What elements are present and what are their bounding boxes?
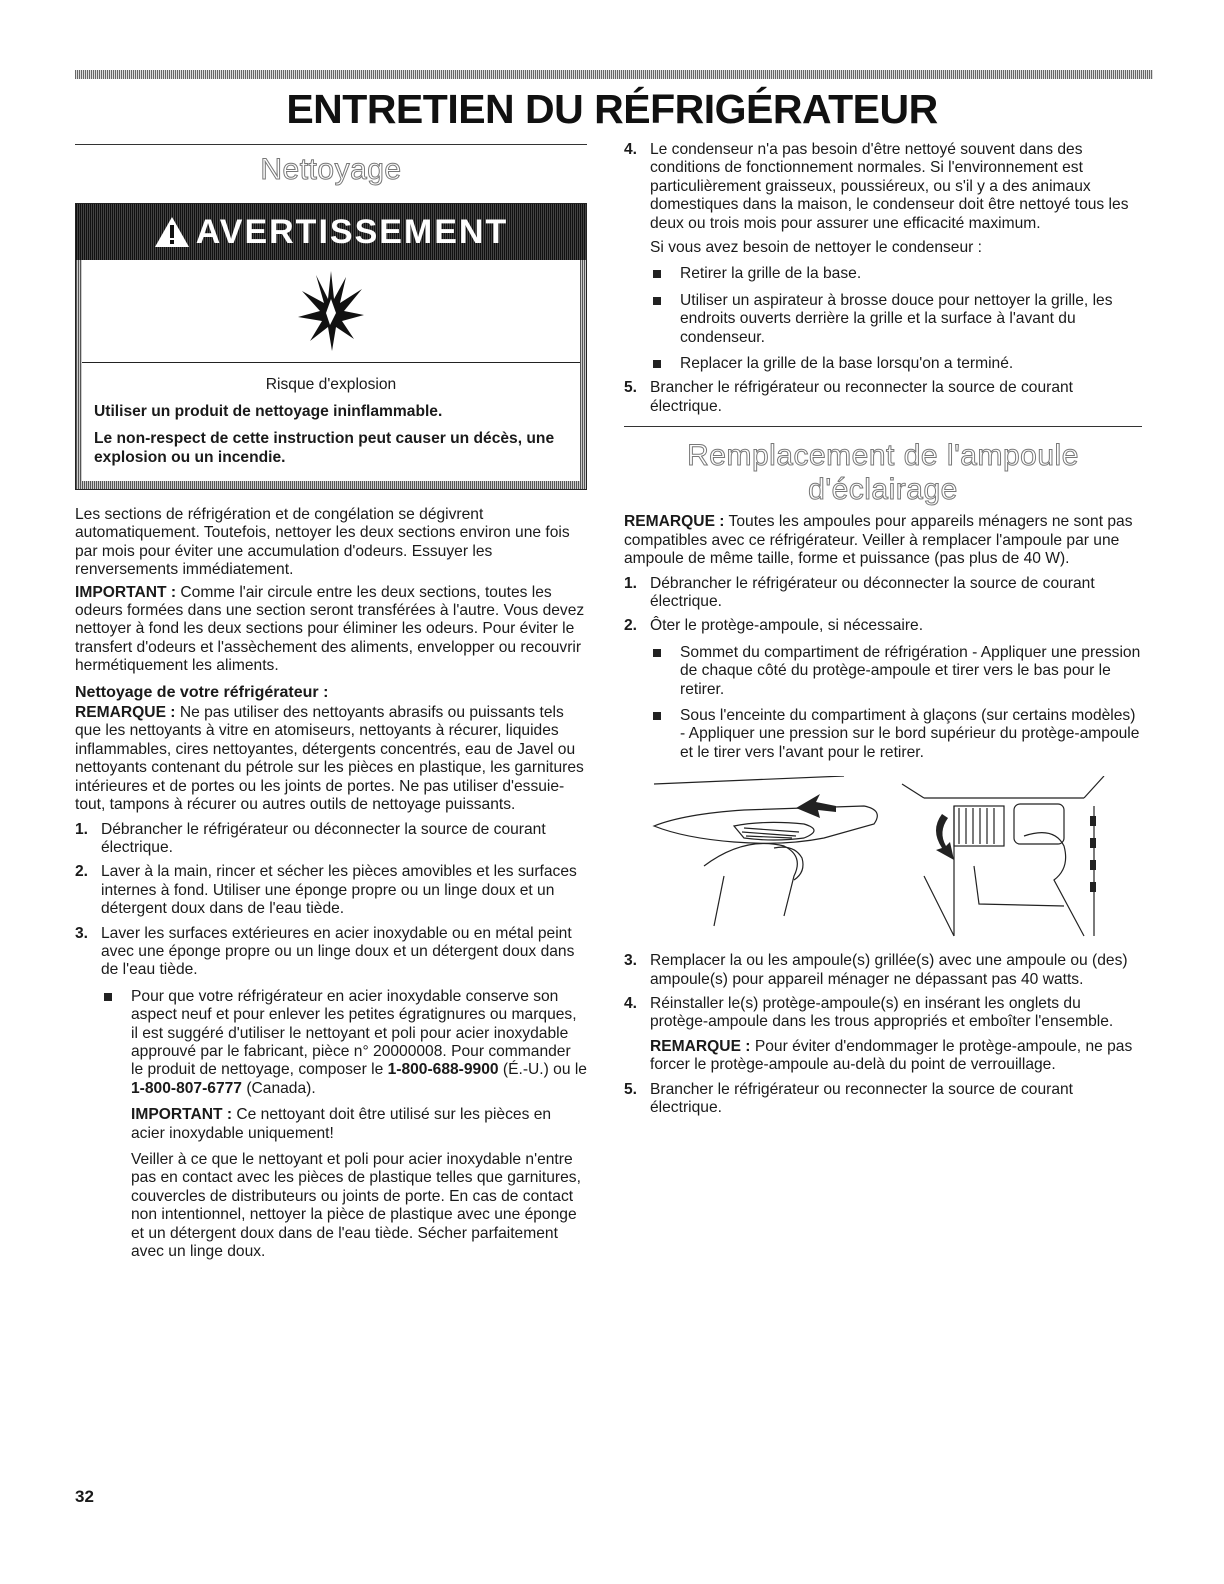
step-text: Brancher le réfrigérateur ou reconnecter la source de courant électrique. bbox=[650, 1080, 1073, 1116]
remark2-text: Pour éviter d'endommager le protège-ampoule, ne pas forcer le protège-ampoule au-delà du point de verrouillage. bbox=[650, 1037, 1133, 1074]
step-number: 4. bbox=[624, 994, 638, 1012]
list-item bbox=[75, 821, 587, 858]
bullet-text: Pour que votre réfrigérateur en acier inoxydable conserve son aspect neuf et pour enlever les petites égratignures ou marques, il est suggéré d'utiliser le nettoyant et poli pour acier inoxydable approuvé par le fabricant, pièce n° 20000008. Pour commander le produit de nettoyage, composer le bbox=[131, 987, 577, 1079]
step-number: 1. bbox=[75, 820, 89, 838]
risk-label: Risque d'explosion bbox=[265, 376, 397, 393]
important2-label: IMPORTANT : bbox=[131, 1106, 233, 1124]
important2-paragraph bbox=[131, 1106, 587, 1143]
step-number: 1. bbox=[624, 574, 638, 592]
warning-triangle-icon bbox=[154, 216, 190, 248]
remark2-label: REMARQUE : bbox=[650, 1037, 751, 1055]
condenser-steps bbox=[624, 141, 1142, 416]
section-title-cleaning: Nettoyage bbox=[260, 153, 402, 186]
list-item bbox=[75, 925, 587, 1262]
step-text: Ôter le protège-ampoule, si nécessaire. bbox=[650, 617, 924, 635]
step-number: 5. bbox=[624, 379, 638, 397]
list-item bbox=[624, 1081, 1142, 1118]
intro-paragraph: Les sections de réfrigération et de congélation se dégivrent automatiquement. Toutefois, nettoyer les deux sections environ une fois par mois pour éviter une accumulation d'odeurs. Essuyer les renversements immédiatement. bbox=[75, 506, 570, 579]
header-rule bbox=[75, 70, 1153, 79]
bulb-shield-illustration bbox=[624, 776, 1142, 946]
remark-paragraph bbox=[75, 704, 587, 814]
page-title: ENTRETIEN DU RÉFRIGÉRATEUR bbox=[286, 86, 938, 132]
remark-text: Ne pas utiliser des nettoyants abrasifs ou puissants tels que les nettoyants à vitre en atomiseurs, nettoyants à récurer, liquides inflammables, cires nettoyantes, détergents concentrés, eau de Javel ou nettoyants contenant du pétrole sur les pièces en plastique, les garnitures intérieures et de portes ou les joints de portes. Ne pas utiliser d'essuie-tout, tampons à récurer ou autres outils de nettoyage puissants. bbox=[75, 704, 584, 814]
explosion-icon bbox=[296, 269, 366, 353]
warning-line-2: Le non-respect de cette instruction peut causer un décès, une explosion ou un incendie. bbox=[94, 430, 555, 466]
bulb-steps-b bbox=[624, 952, 1142, 1117]
phone-us: 1-800-688-9900 bbox=[387, 1061, 499, 1079]
warning-header bbox=[76, 204, 586, 260]
warning-side-right bbox=[580, 260, 586, 481]
shield-bullets bbox=[650, 644, 1142, 762]
bulb-remark-2 bbox=[650, 1038, 1142, 1075]
phone-ca: 1-800-807-6777 bbox=[131, 1079, 242, 1097]
cleaning-steps bbox=[75, 821, 587, 1262]
list-item bbox=[624, 379, 1142, 416]
step-text: Brancher le réfrigérateur ou reconnecter la source de courant électrique. bbox=[650, 379, 1073, 415]
section-rule bbox=[75, 144, 587, 145]
list-item bbox=[624, 141, 1142, 373]
important-paragraph bbox=[75, 584, 587, 676]
remark-label: REMARQUE : bbox=[75, 704, 176, 722]
step-number: 5. bbox=[624, 1080, 638, 1098]
list-item: Sous l'enceinte du compartiment à glaçons (sur certains modèles) - Appliquer une pression sur le bord supérieur du protège-ampoule et le tirer vers l'avant pour le retirer. bbox=[650, 707, 1142, 762]
right-column bbox=[624, 141, 1142, 1117]
warning-box bbox=[75, 203, 587, 490]
condenser-intro: Si vous avez besoin de nettoyer le condenseur : bbox=[650, 239, 983, 257]
section-title-line-2: d'éclairage bbox=[808, 473, 958, 507]
step-text: Réinstaller le(s) protège-ampoule(s) en insérant les onglets du protège-ampoule dans les trous appropriés et emboîter l'ensemble. bbox=[650, 994, 1114, 1031]
remark-text: Toutes les ampoules pour appareils ménagers ne sont pas compatibles avec ce réfrigérateur. Veiller à remplacer l'ampoule par une ampoule de même taille, forme et puissance (pas plus de 40 W). bbox=[624, 513, 1133, 568]
section-title-line-1: Remplacement de l'ampoule bbox=[687, 439, 1079, 473]
list-item: Retirer la grille de la base. bbox=[650, 265, 1142, 283]
section-rule bbox=[624, 426, 1142, 427]
step-number: 2. bbox=[624, 617, 638, 635]
list-item bbox=[624, 575, 1142, 612]
step-text: Débrancher le réfrigérateur ou déconnecter la source de courant électrique. bbox=[101, 820, 546, 856]
important-label: IMPORTANT : bbox=[75, 583, 177, 601]
list-item: Sommet du compartiment de réfrigération - Appliquer une pression de chaque côté du protège-ampoule et tirer vers le bas pour le retirer. bbox=[650, 644, 1142, 699]
list-item bbox=[75, 863, 587, 918]
list-item bbox=[624, 952, 1142, 989]
step-text: Laver à la main, rincer et sécher les pièces amovibles et les surfaces internes à fond. Utiliser une éponge propre ou un linge doux et un détergent doux dans de l'eau tiède. bbox=[101, 863, 577, 918]
subheading-cleaning: Nettoyage de votre réfrigérateur : bbox=[75, 683, 329, 701]
step-text: Débrancher le réfrigérateur ou déconnecter la source de courant électrique. bbox=[650, 574, 1095, 610]
illustration-svg bbox=[624, 776, 1124, 946]
step-number: 3. bbox=[75, 924, 89, 942]
page-number: 32 bbox=[75, 1487, 94, 1506]
stainless-bullets bbox=[101, 988, 587, 1262]
step-text: Le condenseur n'a pas besoin d'être nettoyé souvent dans des conditions de fonctionnement normales. Si l'environnement est particulièrement graisseux, poussiéreux, ou s'il y a des animaux domestiques dans la maison, le condenseur doit être nettoyé tous les deux ou trois mois pour assurer une efficacité maximum. bbox=[650, 141, 1129, 232]
step-number: 4. bbox=[624, 141, 638, 158]
warning-bottom bbox=[76, 481, 586, 489]
important2-text: Ce nettoyant doit être utilisé sur les pièces en acier inoxydable uniquement! bbox=[131, 1106, 552, 1142]
list-item: Replacer la grille de la base lorsqu'on a terminé. bbox=[650, 355, 1142, 373]
condenser-bullets bbox=[650, 265, 1142, 373]
warning-header-label: AVERTISSEMENT bbox=[195, 212, 509, 251]
remark-label: REMARQUE : bbox=[624, 513, 725, 531]
list-item: Utiliser un aspirateur à brosse douce pour nettoyer la grille, les endroits ouverts derrière la grille et la surface à l'avant du condenseur. bbox=[650, 292, 1142, 347]
left-column bbox=[75, 144, 587, 1261]
bullet-text: (É.-U.) ou le bbox=[498, 1061, 587, 1079]
important-text: Comme l'air circule entre les deux sections, toutes les odeurs formées dans une section seront transférées à l'autre. Vous devez nettoyer à fond les deux sections pour éliminer les odeurs. Pour éviter le transfert d'odeurs et l'assèchement des aliments, envelopper ou recouvrir hermétiquement les aliments. bbox=[75, 583, 585, 675]
warning-line-1: Utiliser un produit de nettoyage ininflammable. bbox=[94, 403, 443, 420]
list-item bbox=[101, 988, 587, 1262]
bulb-remark bbox=[624, 513, 1142, 568]
list-item bbox=[624, 617, 1142, 762]
step-number: 2. bbox=[75, 863, 89, 881]
bullet-text: (Canada). bbox=[241, 1079, 316, 1097]
caution-paragraph: Veiller à ce que le nettoyant et poli pour acier inoxydable n'entre pas en contact avec les pièces de plastique telles que garnitures, couvercles de distributeurs ou joints de porte. En cas de contact non intentionnel, nettoyer la pièce de plastique avec une éponge et un détergent doux dans de l'eau tiède. Sécher parfaitement avec un linge doux. bbox=[131, 1151, 581, 1261]
step-number: 3. bbox=[624, 952, 638, 970]
list-item bbox=[624, 995, 1142, 1075]
step-text: Remplacer la ou les ampoule(s) grillée(s) avec une ampoule ou (des) ampoule(s) pour appareil ménager ne dépassant pas 40 watts. bbox=[650, 952, 1128, 988]
step-text: Laver les surfaces extérieures en acier inoxydable ou en métal peint avec une éponge propre ou un linge doux et un détergent doux dans de l'eau tiède. bbox=[101, 924, 575, 979]
bulb-steps-a bbox=[624, 575, 1142, 763]
section-title-bulb bbox=[624, 439, 1142, 507]
explosion-area bbox=[82, 260, 580, 363]
